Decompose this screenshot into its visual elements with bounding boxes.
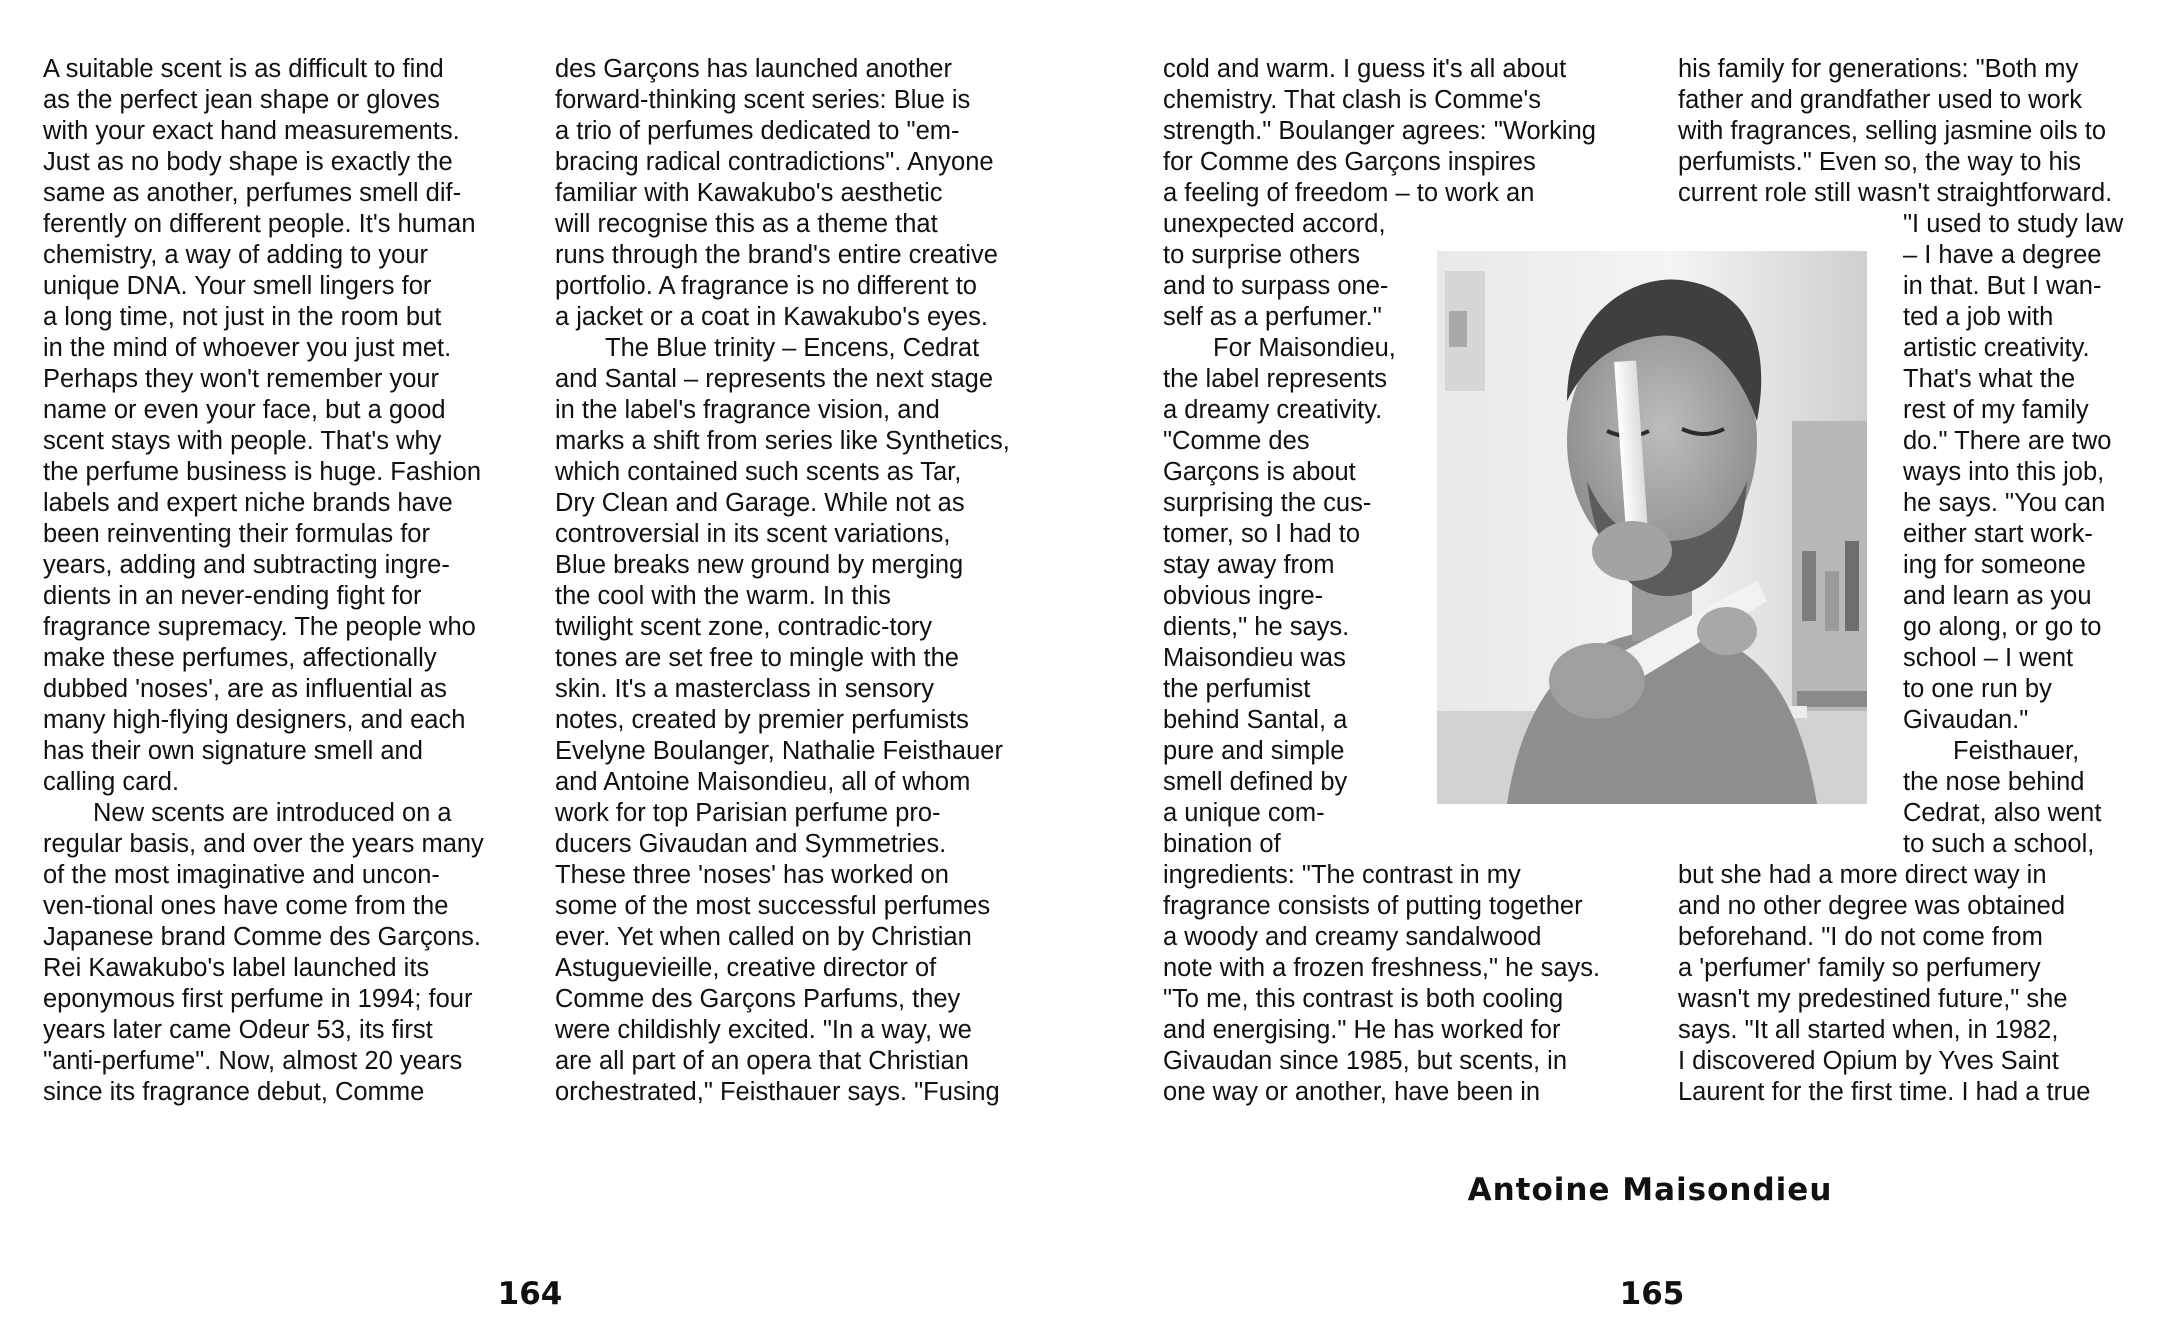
text-line: Japanese brand Comme des Garçons. bbox=[43, 923, 481, 951]
text-line: but she had a more direct way in bbox=[1678, 861, 2047, 889]
text-line: and learn as you bbox=[1903, 582, 2092, 610]
text-line: Givaudan." bbox=[1903, 706, 2029, 734]
text-line: scent stays with people. That's why bbox=[43, 427, 442, 455]
text-line: the nose behind bbox=[1903, 768, 2085, 796]
left-page-column-2 bbox=[555, 54, 1025, 1108]
text-line: years later came Odeur 53, its first bbox=[43, 1016, 433, 1044]
text-line: strength." Boulanger agrees: "Working bbox=[1163, 117, 1596, 145]
portrait-photo bbox=[1437, 251, 1867, 804]
text-line: ways into this job, bbox=[1903, 458, 2105, 486]
text-line: dients in an never-ending fight for bbox=[43, 582, 422, 610]
text-line: orchestrated," Feisthauer says. "Fusing bbox=[555, 1078, 1000, 1106]
text-line: Feisthauer, bbox=[1953, 737, 2080, 765]
text-line: portfolio. A fragrance is no different to bbox=[555, 272, 977, 300]
text-line: for Comme des Garçons inspires bbox=[1163, 148, 1536, 176]
text-line: perfumists." Even so, the way to his bbox=[1678, 148, 2082, 176]
text-line: bination of bbox=[1163, 830, 1281, 858]
text-line: "To me, this contrast is both cooling bbox=[1163, 985, 1564, 1013]
text-line: tomer, so I had to bbox=[1163, 520, 1361, 548]
text-line: unexpected accord, bbox=[1163, 210, 1386, 238]
text-line: says. "It all started when, in 1982, bbox=[1678, 1016, 2059, 1044]
text-line: "I used to study law bbox=[1903, 210, 2124, 238]
text-line: years, adding and subtracting ingre- bbox=[43, 551, 450, 579]
text-line: father and grandfather used to work bbox=[1678, 86, 2083, 114]
text-line: cold and warm. I guess it's all about bbox=[1163, 55, 1567, 83]
text-line: des Garçons has launched another bbox=[555, 55, 952, 83]
text-line: one way or another, have been in bbox=[1163, 1078, 1541, 1106]
text-line: ever. Yet when called on by Christian bbox=[555, 923, 972, 951]
text-line: work for top Parisian perfume pro- bbox=[555, 799, 941, 827]
text-line: a dreamy creativity. bbox=[1163, 396, 1383, 424]
text-line: a feeling of freedom – to work an bbox=[1163, 179, 1535, 207]
page-number-right: 165 bbox=[1619, 1276, 1685, 1312]
text-line: are all part of an opera that Christian bbox=[555, 1047, 969, 1075]
text-line: bracing radical contradictions". Anyone bbox=[555, 148, 994, 176]
text-line: ferently on different people. It's human bbox=[43, 210, 476, 238]
text-line: of the most imaginative and uncon- bbox=[43, 861, 440, 889]
text-line: to such a school, bbox=[1903, 830, 2095, 858]
text-line: Perhaps they won't remember your bbox=[43, 365, 440, 393]
text-line: These three 'noses' has worked on bbox=[555, 861, 949, 889]
text-line: school – I went bbox=[1903, 644, 2074, 672]
text-line: tones are set free to mingle with the bbox=[555, 644, 959, 672]
text-line: dients," he says. bbox=[1163, 613, 1350, 641]
text-line: and no other degree was obtained bbox=[1678, 892, 2066, 920]
text-line: wasn't my predestined future," she bbox=[1678, 985, 2068, 1013]
text-line: twilight scent zone, contradic-tory bbox=[555, 613, 932, 641]
text-line: A suitable scent is as difficult to find bbox=[43, 55, 444, 83]
text-line: familiar with Kawakubo's aesthetic bbox=[555, 179, 943, 207]
text-line: many high-flying designers, and each bbox=[43, 706, 466, 734]
text-line: labels and expert niche brands have bbox=[43, 489, 453, 517]
text-line: will recognise this as a theme that bbox=[555, 210, 938, 238]
text-line: note with a frozen freshness," he says. bbox=[1163, 954, 1601, 982]
left-page-column-1 bbox=[43, 54, 513, 1108]
text-line: Givaudan since 1985, but scents, in bbox=[1163, 1047, 1568, 1075]
text-line: Evelyne Boulanger, Nathalie Feisthauer bbox=[555, 737, 1003, 765]
page-number-left: 164 bbox=[497, 1276, 563, 1312]
text-line: Astuguevieille, creative director of bbox=[555, 954, 937, 982]
text-line: eponymous first perfume in 1994; four bbox=[43, 985, 473, 1013]
text-line: artistic creativity. bbox=[1903, 334, 2090, 362]
text-line: the label represents bbox=[1163, 365, 1387, 393]
text-line: in that. But I wan- bbox=[1903, 272, 2102, 300]
text-line: self as a perfumer." bbox=[1163, 303, 1382, 331]
text-line: Dry Clean and Garage. While not as bbox=[555, 489, 965, 517]
text-line: either start work- bbox=[1903, 520, 2093, 548]
text-line: and to surpass one- bbox=[1163, 272, 1389, 300]
text-line: as the perfect jean shape or gloves bbox=[43, 86, 440, 114]
text-line: For Maisondieu, bbox=[1213, 334, 1396, 362]
text-line: been reinventing their formulas for bbox=[43, 520, 430, 548]
text-line: a jacket or a coat in Kawakubo's eyes. bbox=[555, 303, 988, 331]
text-line: behind Santal, a bbox=[1163, 706, 1348, 734]
text-line: make these perfumes, affectionally bbox=[43, 644, 437, 672]
text-line: forward-thinking scent series: Blue is bbox=[555, 86, 971, 114]
text-line: I discovered Opium by Yves Saint bbox=[1678, 1047, 2059, 1075]
text-line: Maisondieu was bbox=[1163, 644, 1346, 672]
text-line: Garçons is about bbox=[1163, 458, 1356, 486]
text-line: a long time, not just in the room but bbox=[43, 303, 442, 331]
text-line: "Comme des bbox=[1163, 427, 1310, 455]
text-line: a 'perfumer' family so perfumery bbox=[1678, 954, 2041, 982]
text-line: and Antoine Maisondieu, all of whom bbox=[555, 768, 971, 796]
text-line: do." There are two bbox=[1903, 427, 2112, 455]
text-line: a unique com- bbox=[1163, 799, 1325, 827]
text-line: same as another, perfumes smell dif- bbox=[43, 179, 462, 207]
text-line: ingredients: "The contrast in my bbox=[1163, 861, 1521, 889]
text-line: in the label's fragrance vision, and bbox=[555, 396, 940, 424]
text-line: the perfume business is huge. Fashion bbox=[43, 458, 482, 486]
text-line: with your exact hand measurements. bbox=[43, 117, 460, 145]
text-line: ducers Givaudan and Symmetries. bbox=[555, 830, 947, 858]
text-line: the perfumist bbox=[1163, 675, 1311, 703]
text-line: Rei Kawakubo's label launched its bbox=[43, 954, 430, 982]
text-line: pure and simple bbox=[1163, 737, 1345, 765]
text-line: his family for generations: "Both my bbox=[1678, 55, 2079, 83]
text-line: New scents are introduced on a bbox=[93, 799, 452, 827]
text-line: runs through the brand's entire creative bbox=[555, 241, 998, 269]
text-line: fragrance consists of putting together bbox=[1163, 892, 1583, 920]
text-line: and Santal – represents the next stage bbox=[555, 365, 994, 393]
text-line: since its fragrance debut, Comme bbox=[43, 1078, 425, 1106]
text-line: calling card. bbox=[43, 768, 180, 796]
text-line: the cool with the warm. In this bbox=[555, 582, 891, 610]
text-line: name or even your face, but a good bbox=[43, 396, 446, 424]
text-line: to one run by bbox=[1903, 675, 2052, 703]
text-line: has their own signature smell and bbox=[43, 737, 423, 765]
text-line: surprising the cus- bbox=[1163, 489, 1372, 517]
text-line: The Blue trinity – Encens, Cedrat bbox=[605, 334, 980, 362]
text-line: to surprise others bbox=[1163, 241, 1361, 269]
text-line: Comme des Garçons Parfums, they bbox=[555, 985, 961, 1013]
text-line: ing for someone bbox=[1903, 551, 2086, 579]
text-line: That's what the bbox=[1903, 365, 2076, 393]
text-line: Cedrat, also went bbox=[1903, 799, 2102, 827]
text-line: Laurent for the first time. I had a true bbox=[1678, 1078, 2091, 1106]
text-line: unique DNA. Your smell lingers for bbox=[43, 272, 432, 300]
text-line: beforehand. "I do not come from bbox=[1678, 923, 2043, 951]
text-line: which contained such scents as Tar, bbox=[555, 458, 962, 486]
text-line: chemistry. That clash is Comme's bbox=[1163, 86, 1542, 114]
photo-caption: Antoine Maisondieu bbox=[1467, 1172, 1833, 1208]
text-line: Blue breaks new ground by merging bbox=[555, 551, 964, 579]
text-line: notes, created by premier perfumists bbox=[555, 706, 969, 734]
text-line: dubbed 'noses', are as influential as bbox=[43, 675, 447, 703]
text-line: a trio of perfumes dedicated to "em- bbox=[555, 117, 960, 145]
text-line: ven-tional ones have come from the bbox=[43, 892, 449, 920]
text-line: some of the most successful perfumes bbox=[555, 892, 991, 920]
text-line: in the mind of whoever you just met. bbox=[43, 334, 452, 362]
text-line: current role still wasn't straightforward. bbox=[1678, 179, 2113, 207]
text-line: smell defined by bbox=[1163, 768, 1348, 796]
text-line: and energising." He has worked for bbox=[1163, 1016, 1561, 1044]
text-line: marks a shift from series like Synthetics, bbox=[555, 427, 1010, 455]
text-line: stay away from bbox=[1163, 551, 1335, 579]
text-line: "anti-perfume". Now, almost 20 years bbox=[43, 1047, 463, 1075]
text-line: controversial in its scent variations, bbox=[555, 520, 951, 548]
text-line: were childishly excited. "In a way, we bbox=[555, 1016, 972, 1044]
text-line: rest of my family bbox=[1903, 396, 2089, 424]
text-line: obvious ingre- bbox=[1163, 582, 1324, 610]
text-line: ted a job with bbox=[1903, 303, 2054, 331]
text-line: chemistry, a way of adding to your bbox=[43, 241, 429, 269]
text-line: regular basis, and over the years many bbox=[43, 830, 484, 858]
text-line: with fragrances, selling jasmine oils to bbox=[1678, 117, 2107, 145]
text-line: Just as no body shape is exactly the bbox=[43, 148, 453, 176]
text-line: go along, or go to bbox=[1903, 613, 2102, 641]
text-line: a woody and creamy sandalwood bbox=[1163, 923, 1542, 951]
text-line: skin. It's a masterclass in sensory bbox=[555, 675, 934, 703]
text-line: fragrance supremacy. The people who bbox=[43, 613, 476, 641]
text-line: he says. "You can bbox=[1903, 489, 2106, 517]
text-line: – I have a degree bbox=[1903, 241, 2102, 269]
